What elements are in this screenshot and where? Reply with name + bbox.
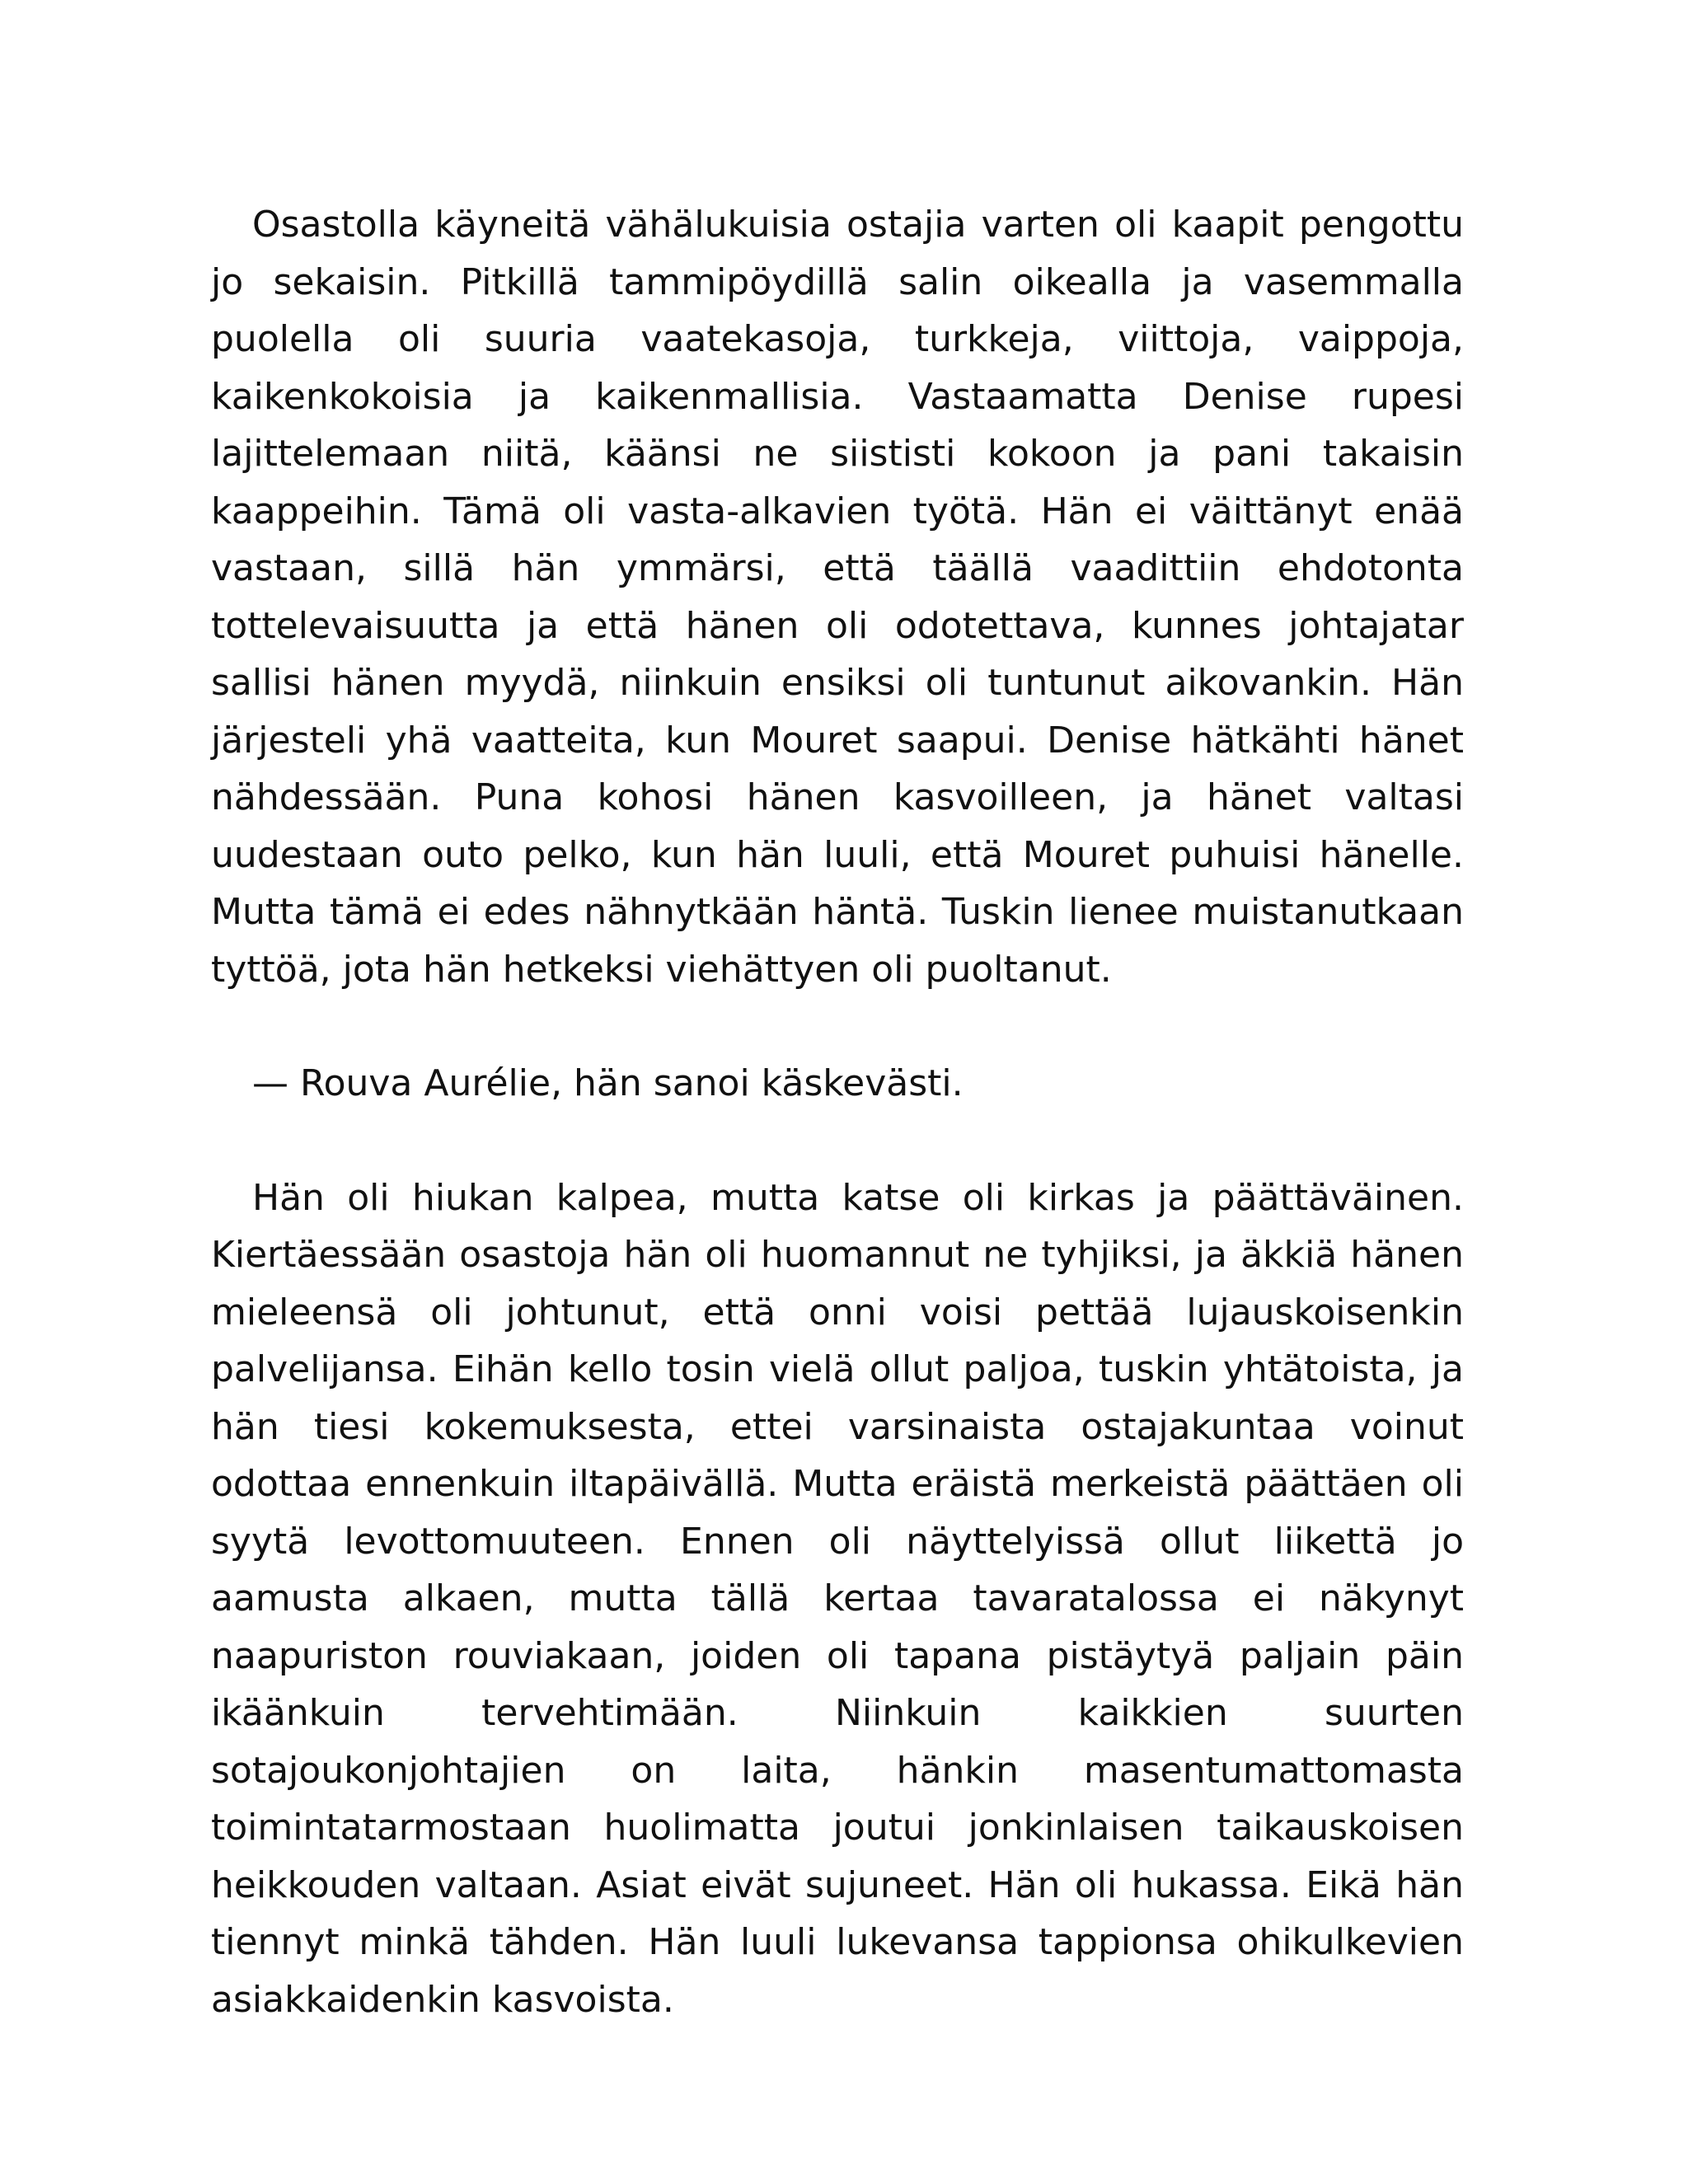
paragraph-2-dialogue: — Rouva Aurélie, hän sanoi käskevästi. [252, 1062, 964, 1104]
paragraph-1: Osastolla käyneitä vähälukuisia ostajia varten oli kaapit pengottu jo sekaisin. Pitkillä tammipöydillä salin oikealla ja vasemmalla puolella oli suuria vaatekasoja, turkkeja, viittoja, vaippoja, kaikenkokoisia ja kaikenmallisia. Vastaamatta Denise rupesi lajittelemaan niitä, käänsi ne siististi kokoon ja pani takaisin kaappeihin. Tämä oli vasta-alkavien työtä. Hän ei väittänyt enää vastaan, sillä hän ymmärsi, että täällä vaadittiin ehdotonta tottelevaisuutta ja että hänen oli odotettava, kunnes johtajatar sallisi hänen myydä, niinkuin ensiksi oli tuntunut aikovankin. Hän järjesteli yhä vaatteita, kun Mouret saapui. Denise hätkähti hänet nähdessään. Puna kohosi hänen kasvoilleen, ja hänet valtasi uudestaan outo pelko, kun hän luuli, että Mouret puhuisi hänelle. Mutta tämä ei edes nähnytkään häntä. Tuskin lienee muistanutkaan tyttöä, jota hän hetkeksi viehättyen oli puoltanut. [211, 204, 1464, 991]
paragraph-3: Hän oli hiukan kalpea, mutta katse oli kirkas ja päättäväinen. Kiertäessään osastoja hän oli huomannut ne tyhjiksi, ja äkkiä hänen mieleensä oli johtunut, että onni voisi pettää lujauskoisenkin palvelijansa. Eihän kello tosin vielä ollut paljoa, tuskin yhtätoista, ja hän tiesi kokemuksesta, ettei varsinaista ostajakuntaa voinut odottaa ennenkuin iltapäivällä. Mutta eräistä merkeistä päättäen oli syytä levottomuuteen. Ennen oli näyttelyissä ollut liikettä jo aamusta alkaen, mutta tällä kertaa tavaratalossa ei näkynyt naapuriston rouviakaan, joiden oli tapana pistäytyä paljain päin ikäänkuin tervehtimään. Niinkuin kaikkien suurten sotajoukonjohtajien on laita, hänkin masentumattomasta toimintatarmostaan huolimatta joutui jonkinlaisen taikauskoisen heikkouden valtaan. Asiat eivät sujuneet. Hän oli hukassa. Eikä hän tiennyt minkä tähden. Hän luuli lukevansa tappionsa ohikulkevien asiakkaidenkin kasvoista. [211, 1176, 1464, 2021]
document-page [211, 196, 1464, 2028]
